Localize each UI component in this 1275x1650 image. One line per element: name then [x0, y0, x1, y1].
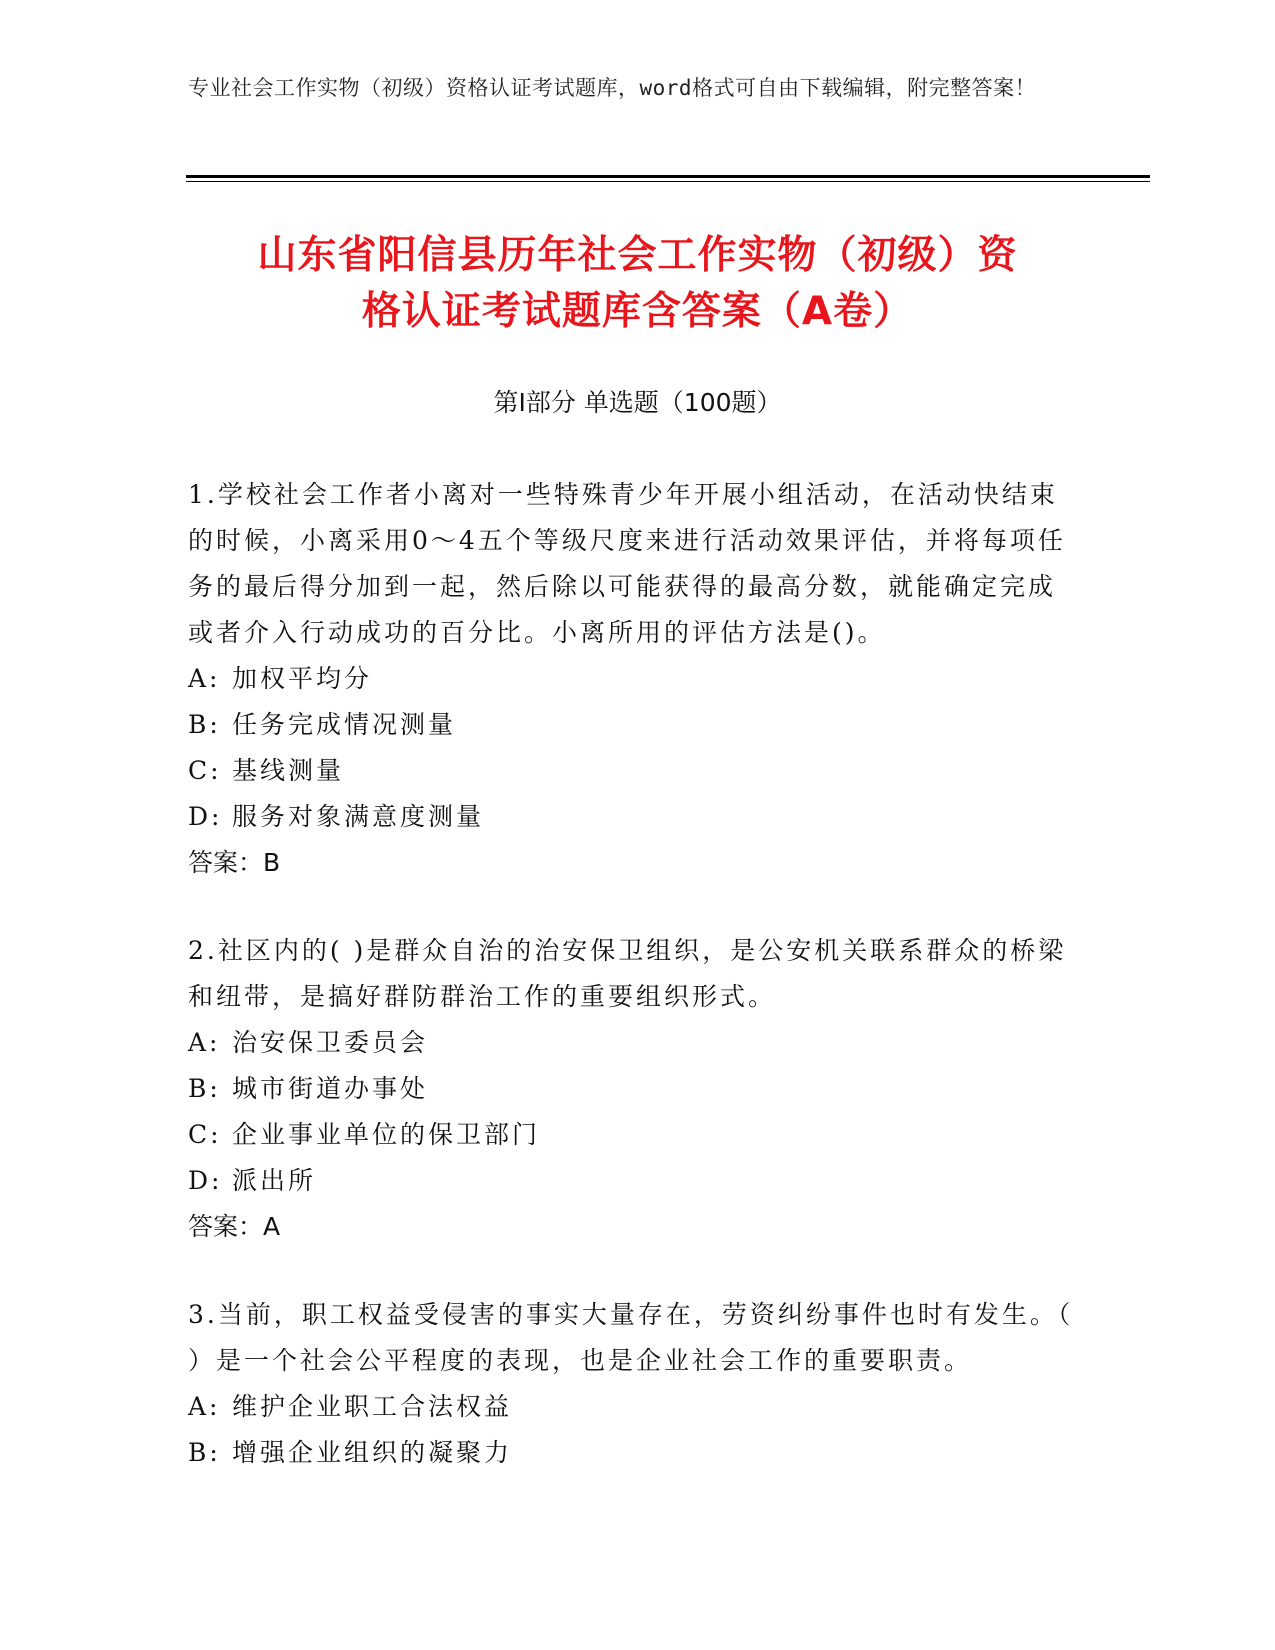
header-note: 专业社会工作实物（初级）资格认证考试题库，word格式可自由下载编辑，附完整答案！	[188, 76, 1037, 100]
option-text: 基线测量	[232, 756, 345, 785]
header-rule-thin	[186, 181, 1150, 182]
option-text: 任务完成情况测量	[232, 710, 457, 739]
option-a	[188, 656, 1078, 702]
option-key: B:	[188, 710, 221, 739]
option-a	[188, 1384, 1078, 1430]
answer-label: 答案：A	[188, 1212, 281, 1241]
option-text: 服务对象满意度测量	[232, 802, 485, 831]
option-c	[188, 1112, 1078, 1158]
question-2	[188, 928, 1078, 1250]
option-b	[188, 702, 1078, 748]
option-b	[188, 1066, 1078, 1112]
option-key: D:	[188, 1166, 223, 1195]
option-a	[188, 1020, 1078, 1066]
option-text: 派出所	[232, 1166, 317, 1195]
answer-label: 答案：B	[188, 848, 281, 877]
option-key: D:	[188, 802, 223, 831]
option-text: 增强企业组织的凝聚力	[232, 1438, 513, 1467]
option-key: C:	[188, 1120, 222, 1149]
option-text: 城市街道办事处	[232, 1074, 429, 1103]
option-d	[188, 1158, 1078, 1204]
option-key: A:	[188, 1392, 221, 1421]
option-key: A:	[188, 664, 221, 693]
option-key: B:	[188, 1438, 221, 1467]
option-text: 维护企业职工合法权益	[232, 1392, 513, 1421]
question-list	[188, 472, 1078, 1518]
question-3	[188, 1292, 1078, 1476]
document-title-line-1: 山东省阳信县历年社会工作实物（初级）资	[257, 233, 1018, 278]
question-1	[188, 472, 1078, 886]
option-key: B:	[188, 1074, 221, 1103]
option-text: 加权平均分	[232, 664, 373, 693]
header-rule-thick	[186, 175, 1150, 178]
section-title: 第Ⅰ部分 单选题（100题）	[493, 388, 782, 417]
question-stem: 2.社区内的( )是群众自治的治安保卫组织，是公安机关联系群众的桥梁和纽带，是搞好群防群治工作的重要组织形式。	[188, 936, 1067, 1011]
option-key: A:	[188, 1028, 221, 1057]
option-key: C:	[188, 756, 222, 785]
option-b	[188, 1430, 1078, 1476]
option-text: 治安保卫委员会	[232, 1028, 429, 1057]
option-text: 企业事业单位的保卫部门	[232, 1120, 541, 1149]
document-title-line-2: 格认证考试题库含答案（A卷）	[361, 289, 914, 334]
option-c	[188, 748, 1078, 794]
document-title	[150, 228, 1125, 340]
question-stem: 1.学校社会工作者小离对一些特殊青少年开展小组活动，在活动快结束的时候，小离采用0～4五个等级尺度来进行活动效果评估，并将每项任务的最后得分加到一起，然后除以可能获得的最高分数，就能确定完成或者介入行动成功的百分比。小离所用的评估方法是()。	[188, 480, 1066, 647]
option-d	[188, 794, 1078, 840]
question-stem: 3.当前，职工权益受侵害的事实大量存在，劳资纠纷事件也时有发生。（ ）是一个社会公平程度的表现，也是企业社会工作的重要职责。	[188, 1300, 1074, 1375]
